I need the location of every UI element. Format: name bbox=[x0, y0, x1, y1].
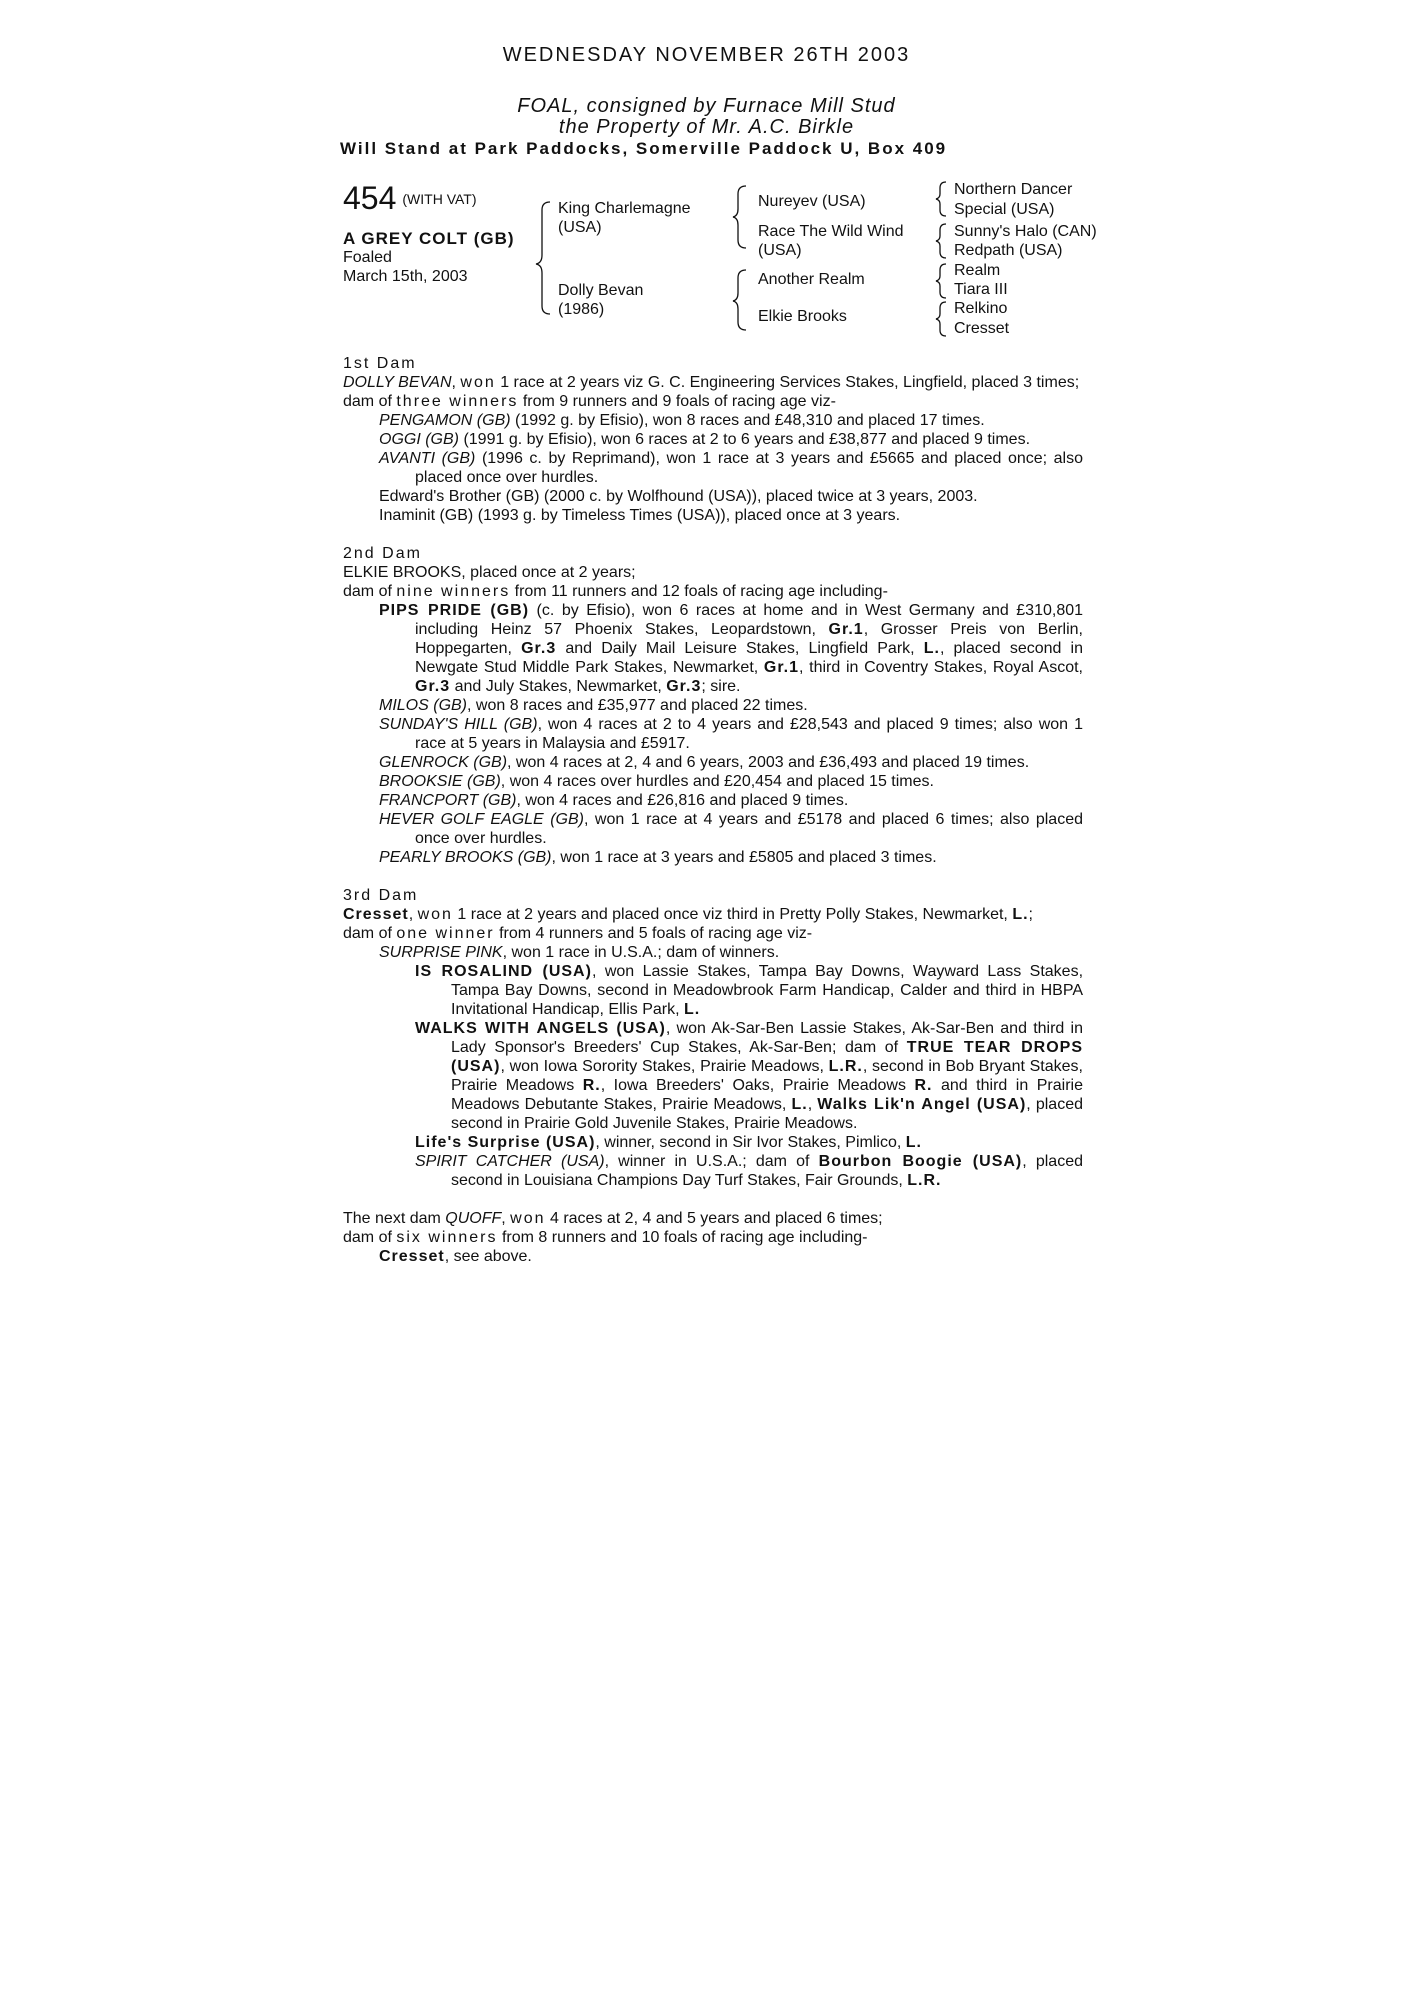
produce-name: FRANCPORT (GB) bbox=[379, 792, 517, 809]
grade-label: Gr.3 bbox=[415, 678, 451, 695]
dam-dam: Elkie Brooks bbox=[758, 308, 847, 325]
produce-name: PIPS PRIDE (GB) bbox=[379, 602, 530, 619]
produce-entry-pips-pride bbox=[343, 601, 1083, 696]
sire-dam-country: (USA) bbox=[758, 242, 802, 259]
winners-count: one winner bbox=[396, 925, 495, 942]
grade-label: Gr.1 bbox=[763, 659, 800, 676]
grade-label: L. bbox=[791, 1096, 808, 1113]
produce-text: , placed second in Newgate Stud Middle Park Stakes, Newmarket, bbox=[415, 640, 1084, 676]
produce-entry bbox=[343, 411, 1083, 430]
runners-text: from 4 runners and 5 foals of racing age viz- bbox=[494, 925, 813, 942]
dam-of-text: dam of bbox=[343, 583, 397, 600]
produce-text: , winner in U.S.A.; dam of bbox=[604, 1153, 819, 1170]
grandproduce-entry bbox=[343, 1133, 1083, 1152]
property-line: the Property of Mr. A.C. Birkle bbox=[558, 116, 855, 138]
second-dam-produce-summary bbox=[343, 582, 1083, 601]
third-dam-heading: 3rd Dam bbox=[343, 887, 419, 904]
first-dam-text: 1 race at 2 years viz G. C. Engineering Services Stakes, Lingfield, placed 3 times; bbox=[495, 374, 1080, 391]
produce-name: Life's Surprise (USA) bbox=[415, 1134, 596, 1151]
grade-label: Gr.3 bbox=[666, 678, 702, 695]
winners-count: three winners bbox=[396, 393, 519, 410]
produce-text: , won 1 race in U.S.A.; dam of winners. bbox=[502, 944, 780, 961]
produce-name: MILOS (GB) bbox=[379, 697, 468, 714]
produce-text: , won 8 races and £35,977 and placed 22 times. bbox=[467, 697, 808, 714]
sire bbox=[558, 199, 691, 237]
produce-entry bbox=[343, 696, 1083, 715]
first-dam-produce-summary bbox=[343, 392, 1083, 411]
produce-text: and July Stakes, Newmarket, bbox=[450, 678, 667, 695]
produce-entry bbox=[343, 506, 1083, 525]
produce-text: , won 4 races at 2 to 4 years and £28,543 and placed 9 times; also won 1 race at 5 years in Malaysia and £5917. bbox=[415, 716, 1084, 752]
sire-name: King Charlemagne bbox=[558, 200, 691, 217]
won-word: won bbox=[510, 1210, 546, 1227]
produce-text: , placed second in Prairie Gold Juvenile Stakes, Prairie Meadows. bbox=[451, 1096, 1084, 1132]
grade-label: Gr.1 bbox=[828, 621, 864, 638]
produce-text: , winner, second in Sir Ivor Stakes, Pimlico, bbox=[595, 1134, 906, 1151]
produce-entry bbox=[343, 791, 1083, 810]
foaled-label: Foaled bbox=[343, 249, 392, 266]
produce-text: , won Lassie Stakes, Tampa Bay Downs, Wayward Lass Stakes, Tampa Bay Downs, second in Meadowbrook Farm Handicap, Calder and third in HBPA Invitational Handicap, Ellis Park, bbox=[451, 963, 1084, 1018]
third-dam-record: Cresset, won 1 race at 2 years and placed once viz third in Pretty Polly Stakes, Newmarket, L.; bbox=[343, 906, 1033, 923]
grade-label: L. bbox=[923, 640, 940, 657]
runners-text: from 8 runners and 10 foals of racing age including- bbox=[497, 1229, 868, 1246]
pedigree-braces bbox=[0, 0, 1413, 400]
third-dam-text: 1 race at 2 years and placed once viz third in Pretty Polly Stakes, Newmarket, bbox=[452, 906, 1013, 923]
produce-entry bbox=[343, 449, 1083, 487]
produce-entry bbox=[343, 487, 1083, 506]
produce-text: , Iowa Breeders' Oaks, Prairie Meadows bbox=[600, 1077, 915, 1094]
grade-label: Gr.3 bbox=[521, 640, 557, 657]
winners-count: six winners bbox=[396, 1229, 498, 1246]
third-dam-produce-summary bbox=[343, 924, 1083, 943]
dam-name: Dolly Bevan bbox=[558, 282, 644, 299]
produce-text: , won 1 race at 4 years and £5178 and placed 6 times; also placed once over hurdles. bbox=[415, 811, 1083, 847]
produce-text: (1992 g. by Efisio), won 8 races and £48,310 and placed 17 times. bbox=[510, 412, 985, 429]
dam-of-text: dam of bbox=[343, 393, 397, 410]
produce-entry bbox=[343, 430, 1083, 449]
dam-of-text: dam of bbox=[343, 1229, 397, 1246]
sale-date: WEDNESDAY NOVEMBER 26TH 2003 bbox=[502, 44, 911, 66]
produce-text: and third in Prairie Meadows Debutante Stakes, Prairie Meadows, bbox=[451, 1077, 1083, 1113]
dam bbox=[558, 281, 643, 319]
runners-text: from 9 runners and 9 foals of racing age viz- bbox=[518, 393, 836, 410]
next-dam-record: The next dam QUOFF, won 4 races at 2, 4 and 5 years and placed 6 times; bbox=[343, 1210, 883, 1227]
grade-label: R. bbox=[914, 1077, 933, 1094]
winners-count: nine winners bbox=[396, 583, 511, 600]
sd-dam: Redpath (USA) bbox=[954, 242, 1063, 259]
produce-name: Cresset bbox=[379, 1248, 445, 1265]
produce-entry bbox=[343, 715, 1083, 753]
dam-sire: Another Realm bbox=[758, 271, 865, 288]
produce-text: ; sire. bbox=[701, 678, 741, 695]
sire-dam-name: Race The Wild Wind bbox=[758, 223, 904, 240]
produce-name: Bourbon Boogie (USA) bbox=[818, 1153, 1023, 1170]
ds-dam: Tiara III bbox=[954, 281, 1008, 298]
produce-text: , second in Bob Bryant Stakes, Prairie Meadows bbox=[451, 1058, 1083, 1094]
won-word: won bbox=[460, 374, 496, 391]
next-dam-intro: The next dam bbox=[343, 1210, 446, 1227]
sire-dam bbox=[758, 222, 904, 260]
ss-dam: Special (USA) bbox=[954, 201, 1055, 218]
won-word: won bbox=[417, 906, 453, 923]
produce-text: and Daily Mail Leisure Stakes, Lingfield Park, bbox=[556, 640, 924, 657]
produce-name: SPIRIT CATCHER (USA) bbox=[415, 1153, 605, 1170]
produce-text: (c. by Efisio), won 6 races at home and in West Germany and £310,801 including Heinz 57 Phoenix Stakes, Leopardstown, bbox=[415, 602, 1084, 638]
produce-text: , see above. bbox=[444, 1248, 532, 1265]
produce-text: (1991 g. by Efisio), won 6 races at 2 to 6 years and £38,877 and placed 9 times. bbox=[459, 431, 1031, 448]
produce-text: , placed second in Louisiana Champions Day Turf Stakes, Fair Grounds, bbox=[451, 1153, 1083, 1189]
next-dam-text: 4 races at 2, 4 and 5 years and placed 6 times; bbox=[545, 1210, 883, 1227]
produce-name: AVANTI (GB) bbox=[379, 450, 476, 467]
grade-label: L.R. bbox=[828, 1058, 863, 1075]
sire-sire: Nureyev (USA) bbox=[758, 193, 866, 210]
produce-entry bbox=[343, 753, 1083, 772]
grade-label: L. bbox=[684, 1001, 701, 1018]
dd-sire: Relkino bbox=[954, 300, 1008, 317]
produce-name: TRUE TEAR DROPS (USA) bbox=[451, 1039, 1083, 1075]
produce-entry bbox=[343, 772, 1083, 791]
produce-entry bbox=[343, 1247, 1083, 1266]
runners-text: from 11 runners and 12 foals of racing age including- bbox=[510, 583, 888, 600]
produce-name: WALKS WITH ANGELS (USA) bbox=[415, 1020, 666, 1037]
first-dam-name: DOLLY BEVAN bbox=[343, 374, 452, 391]
produce-text: , won 4 races at 2, 4 and 6 years, 2003 and £36,493 and placed 19 times. bbox=[507, 754, 1030, 771]
stand-location: Will Stand at Park Paddocks, Somerville Paddock U, Box 409 bbox=[340, 139, 948, 158]
produce-name: BROOKSIE (GB) bbox=[379, 773, 501, 790]
produce-text: Edward's Brother (GB) (2000 c. by Wolfhound (USA)), placed twice at 3 years, 2003. bbox=[379, 488, 978, 505]
grandproduce-entry bbox=[343, 962, 1083, 1019]
second-dam-heading: 2nd Dam bbox=[343, 545, 422, 562]
sd-sire: Sunny's Halo (CAN) bbox=[954, 223, 1097, 240]
dam-of-text: dam of bbox=[343, 925, 397, 942]
produce-text: (1996 c. by Reprimand), won 1 race at 3 years and £5665 and placed once; also placed once over hurdles. bbox=[415, 450, 1084, 486]
produce-name: PEARLY BROOKS (GB) bbox=[379, 849, 552, 866]
grade-label: L. bbox=[1012, 906, 1029, 923]
grade-label: L.R. bbox=[907, 1172, 942, 1189]
lot-number-value: 454 bbox=[343, 180, 397, 216]
produce-name: SURPRISE PINK bbox=[379, 944, 503, 961]
consignor-line: FOAL, consigned by Furnace Mill Stud bbox=[517, 95, 896, 117]
next-dam-name: QUOFF bbox=[445, 1210, 502, 1227]
produce-text: , bbox=[807, 1096, 818, 1113]
produce-text: , Grosser Preis von Berlin, Hoppegarten, bbox=[415, 621, 1083, 657]
ds-sire: Realm bbox=[954, 262, 1001, 279]
first-dam-heading: 1st Dam bbox=[343, 355, 417, 372]
produce-text: , third in Coventry Stakes, Royal Ascot, bbox=[799, 659, 1083, 676]
third-dam-name: Cresset bbox=[343, 906, 409, 923]
grade-label: R. bbox=[582, 1077, 601, 1094]
first-dam-record: DOLLY BEVAN, won 1 race at 2 years viz G. C. Engineering Services Stakes, Lingfield, placed 3 times; bbox=[343, 374, 1080, 391]
produce-name: SUNDAY'S HILL (GB) bbox=[379, 716, 538, 733]
produce-name: GLENROCK (GB) bbox=[379, 754, 508, 771]
produce-text: , won 1 race at 3 years and £5805 and placed 3 times. bbox=[551, 849, 937, 866]
produce-name: OGGI (GB) bbox=[379, 431, 459, 448]
dam-year: (1986) bbox=[558, 301, 605, 318]
produce-entry bbox=[343, 943, 1083, 962]
dd-dam: Cresset bbox=[954, 320, 1010, 337]
second-dam-record: ELKIE BROOKS, placed once at 2 years; bbox=[343, 564, 636, 581]
grade-label: L. bbox=[905, 1134, 922, 1151]
pedigree-notes bbox=[343, 354, 1083, 1266]
produce-text: , won 4 races and £26,816 and placed 9 times. bbox=[516, 792, 849, 809]
vat-note: (WITH VAT) bbox=[402, 191, 477, 207]
produce-text: Inaminit (GB) (1993 g. by Timeless Times (USA)), placed once at 3 years. bbox=[379, 507, 901, 524]
lot-description: A GREY COLT (GB) bbox=[343, 229, 515, 248]
next-dam-produce-summary bbox=[343, 1228, 1083, 1247]
grandproduce-entry bbox=[343, 1019, 1083, 1133]
produce-name: Walks Lik'n Angel (USA) bbox=[817, 1096, 1027, 1113]
produce-name: PENGAMON (GB) bbox=[379, 412, 511, 429]
sire-country: (USA) bbox=[558, 219, 602, 236]
produce-entry bbox=[343, 848, 1083, 867]
produce-text: , won Iowa Sorority Stakes, Prairie Meadows, bbox=[500, 1058, 829, 1075]
grandproduce-entry bbox=[343, 1152, 1083, 1190]
produce-name: HEVER GOLF EAGLE (GB) bbox=[379, 811, 584, 828]
ss-sire: Northern Dancer bbox=[954, 181, 1073, 198]
produce-text: , won 4 races over hurdles and £20,454 and placed 15 times. bbox=[500, 773, 934, 790]
third-dam-text: ; bbox=[1028, 906, 1033, 923]
foaled-date: March 15th, 2003 bbox=[343, 268, 468, 285]
produce-entry bbox=[343, 810, 1083, 848]
produce-text: , won Ak-Sar-Ben Lassie Stakes, Ak-Sar-Ben and third in Lady Sponsor's Breeders' Cup Stakes, Ak-Sar-Ben; dam of bbox=[451, 1020, 1083, 1056]
produce-name: IS ROSALIND (USA) bbox=[415, 963, 592, 980]
